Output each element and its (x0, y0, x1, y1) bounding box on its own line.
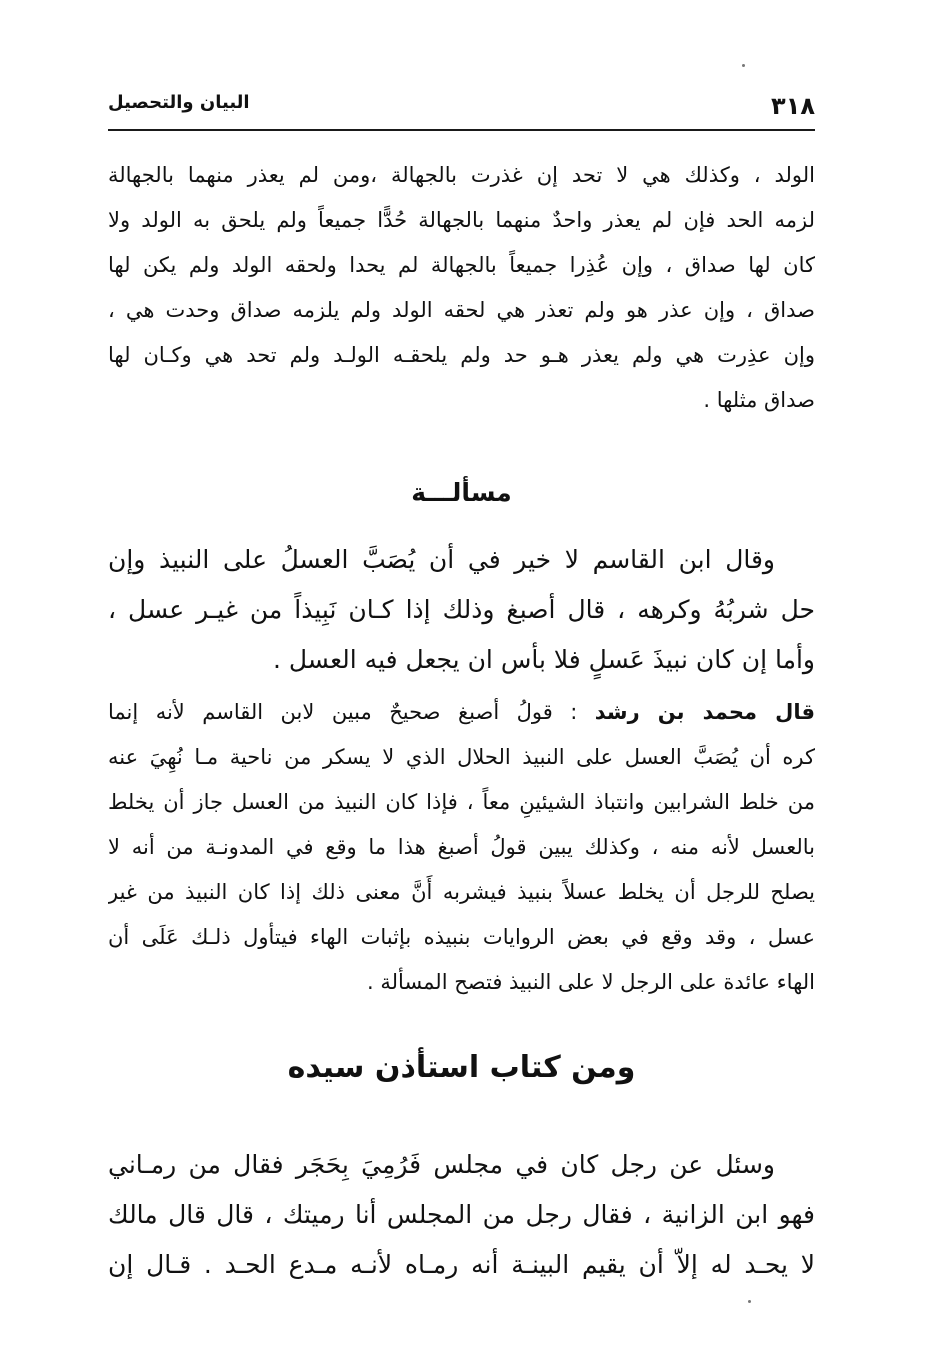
text-line: وسئل عن رجل كان في مجلس فَرُمِيَ بِحَجَر فقال من رمـاني (108, 1150, 775, 1179)
paragraph-4 (108, 1140, 815, 1290)
scan-speck (748, 1300, 751, 1303)
text-line: وأما إن كان نبيذَ عَسلٍ فلا بأس ان يجعل فيه العسل . (272, 645, 815, 674)
text-line: وإن عذِرت هي ولم يعذر هـو حد ولم يلحقـه الولـد ولم تحد هي وكـان لها (108, 343, 815, 367)
text-line: عسل ، وقد وقع في بعض الروايات بنبيذه بإثبات الهاء فيتأول ذلـك عَلَى أن (108, 925, 815, 949)
paragraph-1 (108, 153, 815, 423)
text-line: الهاء عائدة على الرجل لا على النبيذ فتصح المسألة . (367, 970, 815, 994)
text-line: الولد ، وكذلك هي لا تحد إن غذرت بالجهالة ،ومن لم يعذر منهما بالجهالة (108, 163, 815, 187)
text-line: كان لها صداق ، وإن عُذِرا جميعاً بالجهالة لم يحدا ولحقه الولد ولم يكن لها (108, 253, 815, 277)
speaker-name: قال محمد بن رشد (594, 700, 815, 724)
text-span: : قولُ أصبغ صحيحٌ مبين لابن القاسم لأنه إنما (108, 700, 595, 724)
section-heading-masala: مسألـــة (411, 478, 512, 507)
text-line: حل شربُهُ وكرهه ، قال أصبغ وذلك إذا كـان نَبِيذاً من غيـر عسل ، (108, 595, 815, 624)
text-line: وقال ابن القاسم لا خير في أن يُصَبَّ العسلُ على النبيذ وإن (108, 545, 775, 574)
page-number: ٣١٨ (771, 92, 815, 120)
text-line: بالعسل لأنه منه ، وكذلك يبين قولُ أصبغ هذا ما وقع في المدونـة من أنه لا (108, 835, 815, 859)
text-line: كره أن يُصَبَّ العسل على النبيذ الحلال الذي لا يسكر من ناحية مـا نُهِيَ عنه (108, 745, 815, 769)
running-title: البيان والتحصيل (108, 92, 250, 113)
text-line: صداق ، وإن عذر هو ولم تعذر هي لحقه الولد ولم يلزمه صداق وحدت هي ، (108, 298, 815, 322)
text-line (108, 690, 815, 735)
text-line: يصلح للرجل أن يخلط عسلاً بنبيذ فيشربه أَنَّ معنى ذلك إذا كان النبيذ من غير (108, 880, 815, 904)
header-rule (108, 129, 815, 131)
text-line: من خلط الشرابين وانتباذ الشيئينِ معاً ، فإذا كان النبيذ من العسل جاز أن يخلط (108, 790, 815, 814)
text-line: فهو ابن الزانية ، فقال رجل من المجلس أنا رميتك ، قال قال مالك (108, 1200, 815, 1229)
paragraph-3 (108, 690, 815, 1005)
paragraph-2 (108, 535, 815, 685)
text-line: صداق مثلها . (703, 388, 815, 412)
section-heading-chapter: ومن كتاب استأذن سيده (287, 1050, 636, 1085)
page-header (108, 88, 815, 128)
scan-speck (742, 64, 745, 67)
text-line: لزمه الحد فإن لم يعذر واحدٌ منهما بالجهالة حُدًّا جميعاً ولم يلحق به الولد ولا (108, 208, 815, 232)
text-line: لا يحـد له إلاّ أن يقيم البينـة أنه رمـاه لأنـه مـدع الحـد . قـال إن (108, 1250, 815, 1279)
